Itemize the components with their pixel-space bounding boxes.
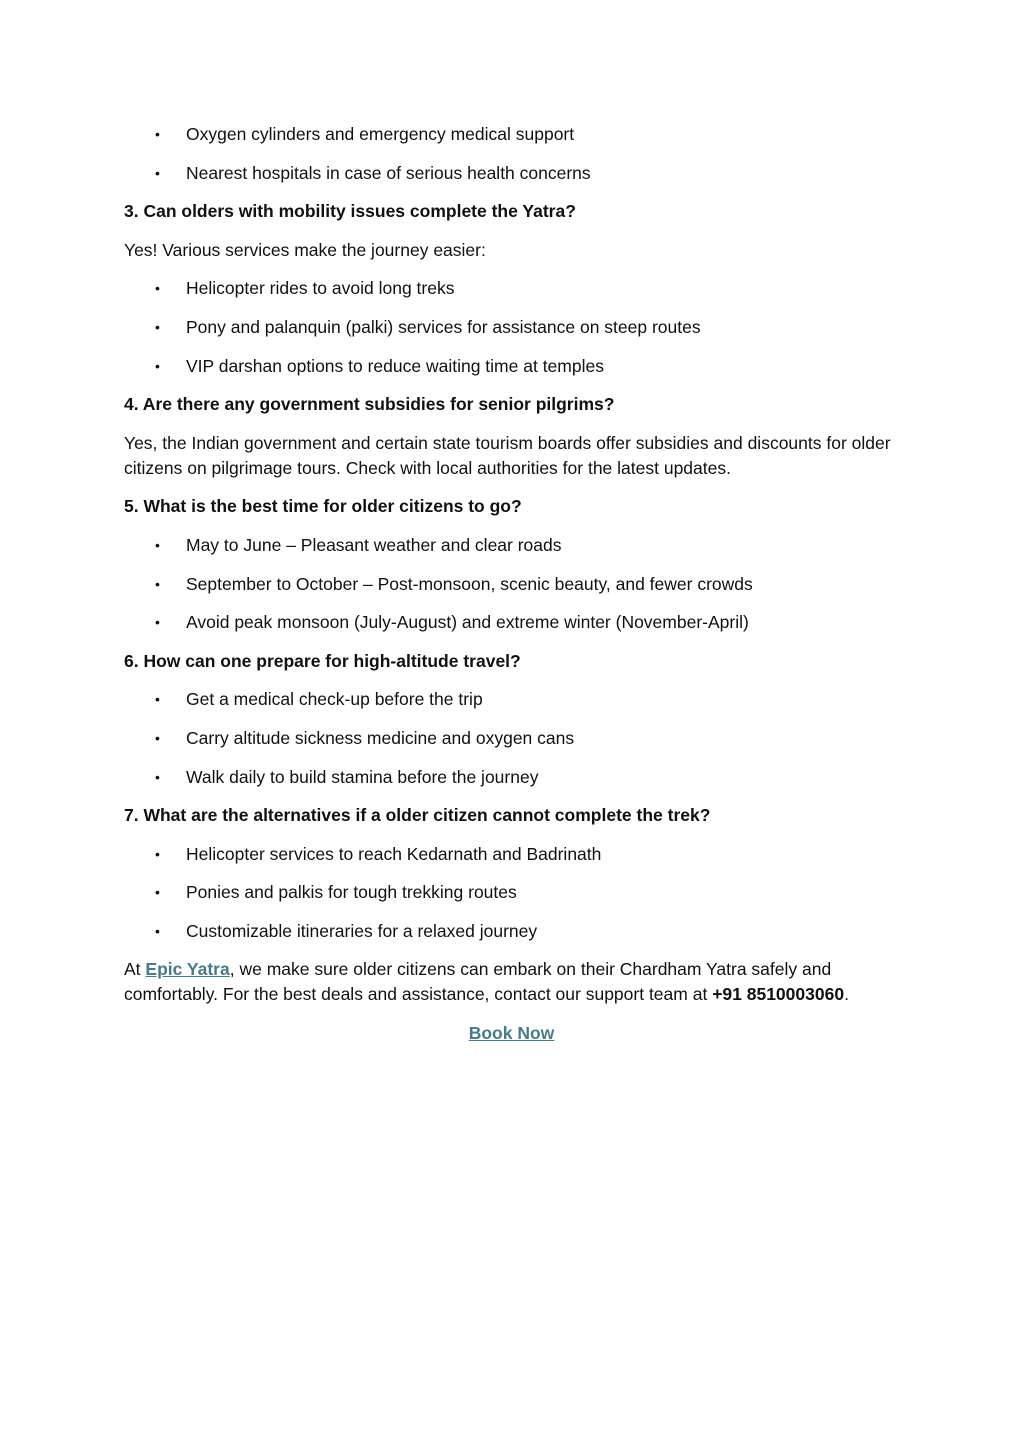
- list-item-text: Helicopter rides to avoid long treks: [186, 278, 455, 299]
- list-item: [124, 572, 899, 597]
- bullet-icon: •: [155, 922, 160, 939]
- list-item-text: September to October – Post-monsoon, scenic beauty, and fewer crowds: [186, 573, 753, 594]
- bullet-icon: •: [155, 884, 160, 901]
- list-item: [124, 842, 899, 867]
- list-item-text: Pony and palanquin (palki) services for assistance on steep routes: [186, 316, 701, 337]
- list-item-text: VIP darshan options to reduce waiting time at temples: [186, 355, 604, 376]
- support-phone-number: +91 8510003060: [712, 984, 845, 1005]
- list-item-text: Ponies and palkis for tough trekking routes: [186, 882, 517, 903]
- question-heading-7: 7. What are the alternatives if a older citizen cannot complete the trek?: [124, 805, 711, 826]
- bullet-list-preparation: [124, 687, 899, 789]
- closing-paragraph: [124, 957, 899, 1007]
- bullet-list-mobility: [124, 276, 899, 378]
- epic-yatra-link[interactable]: Epic Yatra: [145, 959, 230, 980]
- closing-suffix: .: [844, 984, 849, 1005]
- bullet-icon: •: [155, 318, 160, 335]
- bullet-icon: •: [155, 126, 160, 142]
- list-item: [124, 726, 899, 751]
- bullet-icon: •: [155, 768, 160, 785]
- book-now-row: [124, 1021, 899, 1046]
- list-item-text: Helicopter services to reach Kedarnath and Badrinath: [186, 843, 602, 864]
- list-item-text: Oxygen cylinders and emergency medical support: [186, 124, 575, 144]
- bullet-icon: •: [155, 357, 160, 374]
- list-item-text: Carry altitude sickness medicine and oxygen cans: [186, 727, 575, 748]
- list-item: [124, 276, 899, 301]
- list-item: [124, 354, 899, 379]
- list-item: [124, 315, 899, 340]
- question-heading-5: 5. What is the best time for older citizens to go?: [124, 496, 522, 517]
- closing-prefix: At: [124, 959, 146, 980]
- bullet-list-best-time: [124, 533, 899, 635]
- bullet-icon: •: [155, 280, 160, 297]
- list-item-text: Customizable itineraries for a relaxed journey: [186, 920, 538, 941]
- bullet-icon: •: [155, 575, 160, 592]
- list-item: [124, 687, 899, 712]
- list-item-text: Get a medical check-up before the trip: [186, 689, 483, 710]
- list-item-text: May to June – Pleasant weather and clear roads: [186, 534, 562, 555]
- list-item-text: Avoid peak monsoon (July-August) and extreme winter (November-April): [186, 612, 749, 633]
- bullet-list-alternatives: [124, 842, 899, 944]
- list-item-text: Walk daily to build stamina before the journey: [186, 766, 539, 787]
- document-page: [124, 122, 899, 1046]
- list-item: [124, 919, 899, 944]
- list-item: [124, 880, 899, 905]
- list-item: [124, 765, 899, 790]
- list-item: [124, 610, 899, 635]
- book-now-link[interactable]: Book Now: [468, 1023, 555, 1044]
- bullet-icon: •: [155, 164, 160, 181]
- list-item: [124, 122, 899, 147]
- question-heading-4: 4. Are there any government subsidies for senior pilgrims?: [124, 394, 615, 415]
- bullet-list-medical: [124, 122, 899, 186]
- bullet-icon: •: [155, 691, 160, 708]
- question-heading-3: 3. Can olders with mobility issues complete the Yatra?: [124, 201, 576, 222]
- list-item: [124, 533, 899, 558]
- list-item-text: Nearest hospitals in case of serious health concerns: [186, 162, 591, 183]
- bullet-icon: •: [155, 614, 160, 631]
- question-heading-6: 6. How can one prepare for high-altitude travel?: [124, 650, 521, 671]
- bullet-icon: •: [155, 536, 160, 553]
- answer-intro-3: Yes! Various services make the journey easier:: [124, 239, 486, 260]
- list-item: [124, 161, 899, 186]
- closing-middle: , we make sure older citizens can embark on their Chardham Yatra safely and comfortably. For the best deals and assistance, contact our support team at: [124, 959, 832, 1005]
- bullet-icon: •: [155, 845, 160, 862]
- answer-paragraph-4: Yes, the Indian government and certain state tourism boards offer subsidies and discounts for older citizens on pilgrimage tours. Check with local authorities for the latest updates.: [124, 432, 891, 478]
- bullet-icon: •: [155, 729, 160, 746]
